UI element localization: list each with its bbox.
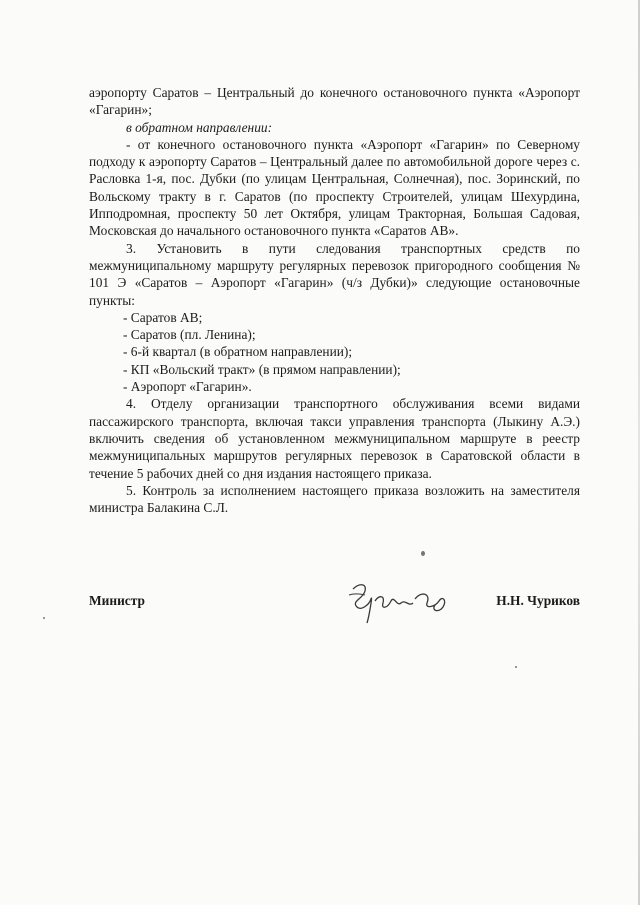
signatory-name: Н.Н. Чуриков <box>496 593 580 608</box>
signature-block <box>89 585 580 625</box>
stop-item: - Саратов АВ; <box>123 309 203 325</box>
paragraph-return-heading: в обратном направлении: <box>126 119 273 135</box>
paragraph-route-forward-end: аэропорту Саратов – Центральный до конечного остановочного пункта «Аэропорт «Гагарин»; <box>89 85 580 118</box>
stop-item: - Саратов (пл. Ленина); <box>123 327 256 343</box>
stop-item: - 6-й квартал (в обратном направлении); <box>123 344 353 360</box>
stop-item: - КП «Вольский тракт» (в прямом направлении); <box>123 361 401 377</box>
paragraph-return-route: - от конечного остановочного пункта «Аэропорт «Гагарин» по Северному подходу к аэропорту Саратов – Центральный далее по автомобильной дороге через с. Расловка 1-я, пос. Дубки (по улицам Центральная, Солнечная), пос. Зоринский, по Вольскому тракту в г. Саратов (по проспекту Строителей, улицам Шехурдина, Ипподромная, проспекту 50 лет Октября, улицам Тракторная, Большая Садовая, Московская до начального остановочного пункта «Саратов АВ». <box>89 136 580 239</box>
scan-speck <box>421 551 425 556</box>
signatory-title: Министр <box>89 593 145 608</box>
scan-speck <box>43 617 45 619</box>
paragraph-item-4: 4. Отделу организации транспортного обслуживания всеми видами пассажирского транспорта, включая такси управления транспорта (Лыкину А.Э.) включить сведения об установленном межмуниципальном маршруте в реестр межмуниципальных маршрутов регулярных перевозок в Саратовской области в течение 5 рабочих дней со дня издания настоящего приказа. <box>89 396 580 481</box>
paragraph-item-3: 3. Установить в пути следования транспортных средств по межмуниципальному маршруту регулярных перевозок пригородного сообщения № 101 Э «Саратов – Аэропорт «Гагарин» (ч/з Дубки)» следующие остановочные пункты: <box>89 240 580 308</box>
handwritten-signature <box>339 577 459 625</box>
scan-speck <box>515 666 517 668</box>
document-body <box>89 84 580 516</box>
stop-item: - Аэропорт «Гагарин». <box>123 379 252 395</box>
paragraph-item-5: 5. Контроль за исполнением настоящего приказа возложить на заместителя министра Балакина С.Л. <box>89 482 580 516</box>
